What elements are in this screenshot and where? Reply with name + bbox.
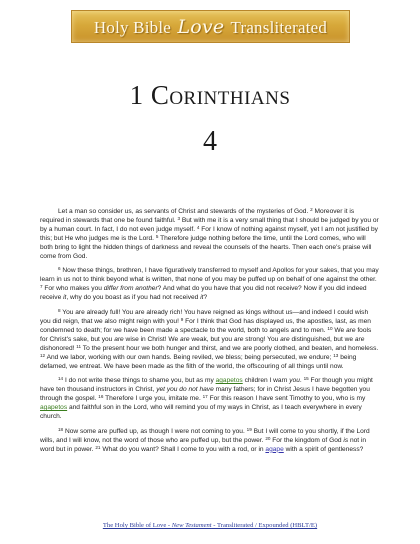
verse-text: For the kingdom of God — [270, 436, 344, 444]
verse-text: ? And what do you have that you did not receive? Now if you did indeed receive — [40, 285, 367, 302]
verse-text: But with me it is a very small thing that I should be judged by you or by a human court. In fact, I do not even judge myself. — [40, 216, 379, 233]
verse-number: 3 — [177, 215, 181, 221]
page-footer[interactable] — [0, 522, 420, 529]
banner-title-part1: Holy Bible — [93, 17, 172, 37]
verse-paragraph — [40, 309, 380, 371]
site-banner — [71, 10, 350, 43]
verse-text: dishonored! — [40, 344, 77, 352]
verse-text: And we labor, working with our own hands. Being reviled, we bless; being persecuted, we endure; — [45, 353, 334, 361]
verse-number: 19 — [246, 426, 252, 432]
verse-text: Now some are puffed up, as though I were not coming to you. — [63, 427, 247, 435]
footer-suffix: - Transliterated / Expounded (HBLT/E) — [211, 522, 318, 529]
italic-text: it — [200, 294, 204, 302]
chapter-number: 4 — [203, 126, 217, 157]
verse-number: 5 — [155, 233, 159, 239]
scripture-text — [40, 208, 380, 461]
verse-text: with a spirit of gentleness? — [283, 445, 364, 453]
verse-text: For this reason I have sent Timothy to you, who is my — [207, 395, 366, 403]
verse-text: Therefore I urge you, imitate me. — [103, 395, 203, 403]
footer-italic: New Testament — [171, 522, 212, 529]
verse-text: and faithful son in the Lord, who will remind you of my ways in Christ, as I teach everywhere in every church. — [40, 404, 362, 421]
verse-text: For who makes you — [42, 285, 104, 293]
verse-number: 16 — [98, 394, 104, 400]
italic-text: is — [343, 436, 349, 444]
italic-text: are — [345, 326, 356, 334]
verse-text: But I will come to you shortly, if the Lord wills, and I will know, not the word of those who are puffed up, but the power. — [40, 427, 370, 444]
italic-text: yet you do not have — [156, 386, 214, 394]
italic-text: differ from another — [103, 285, 158, 293]
verse-number: 2 — [310, 207, 313, 212]
verse-text: For I know of nothing against myself, yet I am not justified by this; but He who judges me is the Lord. — [40, 225, 378, 242]
verse-paragraph — [40, 267, 380, 303]
verse-text: Now these things, brethren, I have figuratively transferred to myself and Apollos for your sakes, that you may learn in us not to think beyond what is written, that none of you may be puffed up on behalf of one against the other. — [40, 267, 379, 284]
verse-text: weak, but you — [189, 335, 234, 343]
italic-text: are — [233, 335, 244, 343]
verse-paragraph — [40, 208, 380, 261]
verse-text: fools for Christ's sake, but you — [40, 326, 372, 343]
verse-text: You are already full! You are already rich! You have reigned as kings without us—and indeed I could wish you did reign, that we also might reign with you! — [40, 309, 369, 325]
footer-prefix: The Holy Bible of Love - — [102, 522, 172, 529]
verse-text: ? — [203, 294, 208, 302]
word-link[interactable]: agape — [265, 445, 284, 453]
verse-text: For I think that God has displayed us, the apostles, last, as men condemned to death; for we have been made a spectacle to the world, both to angels and to men. — [40, 317, 371, 334]
verse-number: 18 — [58, 426, 64, 432]
verse-text: . — [299, 377, 304, 385]
verse-number: 17 — [202, 394, 208, 400]
verse-text: Therefore judge nothing before the time, until the Lord comes, who will both bring to light the hidden things of darkness and reveal the counsels of the hearts. Then each one's praise will come from God. — [40, 234, 372, 260]
verse-paragraph — [40, 428, 380, 455]
verse-number: 20 — [265, 435, 271, 441]
banner-title-love: Love — [177, 15, 225, 38]
verse-number: 9 — [180, 316, 184, 322]
italic-text: are — [114, 335, 124, 343]
verse-text: Moreover it is required in stewards that one be found faithful. — [40, 208, 355, 224]
verse-number: 12 — [40, 352, 46, 358]
banner-title-part3: Transliterated — [230, 17, 328, 37]
verse-text: being defamed, we entreat. We have been made as the filth of the world, the offscouring of all things until now. — [40, 353, 357, 370]
verse-text: We — [332, 326, 346, 334]
verse-text: many fathers; for in Christ Jesus I have begotten you through the gospel. — [40, 386, 370, 403]
verse-text: distinguished, but we — [289, 335, 355, 343]
verse-text: To the present hour we both hunger and thirst, and we are poorly clothed, and beaten, and homeless. — [81, 344, 379, 352]
verse-number: 11 — [76, 343, 82, 349]
book-title: 1 Corinthians — [129, 80, 291, 110]
word-link[interactable]: agapetos — [215, 377, 243, 385]
verse-text: strong! You — [243, 335, 281, 343]
verse-number: 4 — [196, 224, 200, 230]
verse-text: Let a man so consider us, as servants of Christ and stewards of the mysteries of God. — [58, 208, 311, 215]
verse-text: , why do you boast as if you had not received — [66, 294, 201, 302]
verse-number: 10 — [327, 325, 333, 331]
verse-paragraph — [40, 377, 380, 422]
banner-title — [94, 16, 327, 38]
verse-number: 8 — [58, 308, 61, 314]
verse-number: 14 — [58, 376, 64, 382]
italic-text: are — [180, 335, 190, 343]
verse-text: not in word but in power. — [40, 436, 367, 453]
verse-text: children I warn — [242, 377, 290, 385]
verse-text: For though you might have ten thousand instructors in Christ, — [40, 377, 373, 394]
verse-text: What do you want? Shall I come to you with a rod, or in — [100, 445, 266, 453]
verse-text: I do not write these things to shame you, but as my — [63, 377, 216, 385]
italic-text: are — [354, 335, 365, 343]
verse-number: 7 — [40, 284, 43, 290]
italic-text: you — [289, 377, 300, 385]
word-link[interactable]: agapetos — [40, 404, 68, 412]
italic-text: are — [280, 335, 290, 343]
verse-number: 21 — [95, 444, 101, 450]
verse-number: 6 — [58, 266, 61, 272]
italic-text: it — [63, 294, 67, 302]
verse-text: wise in Christ! We — [123, 335, 181, 343]
verse-number: 13 — [333, 352, 339, 358]
verse-number: 15 — [303, 376, 309, 382]
